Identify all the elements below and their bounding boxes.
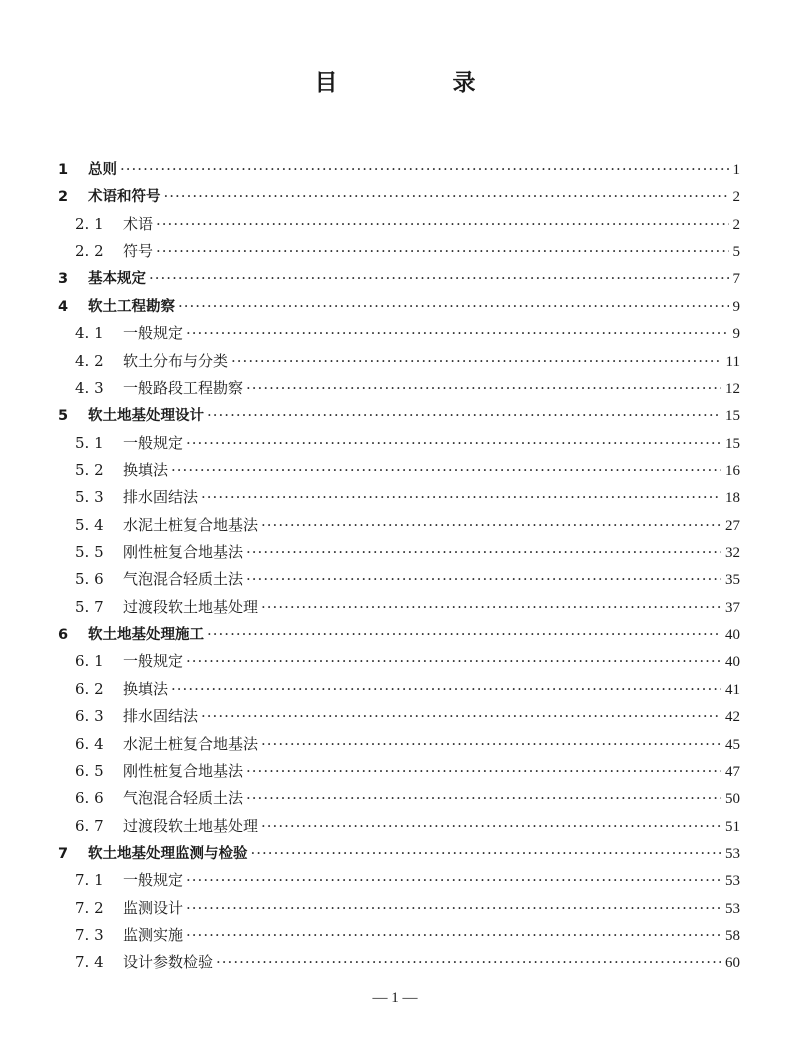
- toc-section-entry: [58, 320, 740, 347]
- toc-entry-number: 6. 6: [75, 789, 104, 808]
- toc-chapter-entry: [58, 265, 740, 292]
- toc-entry-number: 5. 2: [75, 460, 104, 479]
- toc-entry-number: 4. 3: [75, 378, 104, 397]
- toc-section-entry: [58, 731, 740, 758]
- toc-entry-page-number: 45: [725, 736, 740, 753]
- dot-leader: [201, 484, 721, 511]
- dot-leader: [149, 265, 729, 292]
- toc-entry-title: 排水固结法: [123, 707, 199, 726]
- dot-leader: [186, 867, 721, 894]
- toc-entry-title: 软土地基处理设计: [88, 408, 204, 425]
- dot-leader: [261, 512, 721, 539]
- toc-section-entry: [58, 785, 740, 812]
- dot-leader: [186, 430, 721, 457]
- toc-entry-title: 监测设计: [123, 898, 184, 917]
- toc-entry-number: 7. 2: [75, 898, 104, 917]
- toc-entry-title: 软土工程勘察: [88, 298, 175, 315]
- toc-section-entry: [58, 348, 740, 375]
- toc-section-entry: [58, 813, 740, 840]
- page-number: — 1 —: [372, 990, 418, 1006]
- toc-entry-number: 7. 3: [75, 926, 104, 945]
- toc-entry-page-number: 53: [725, 845, 740, 862]
- dot-leader: [251, 840, 722, 867]
- toc-section-entry: [58, 484, 740, 511]
- dot-leader: [246, 566, 721, 593]
- dot-leader: [216, 949, 721, 976]
- toc-entry-page-number: 53: [725, 900, 740, 917]
- toc-entry-page-number: 11: [725, 353, 740, 370]
- dot-leader: [156, 211, 728, 238]
- toc-entry-title: 气泡混合轻质土法: [123, 789, 244, 808]
- toc-chapter-entry: [58, 402, 740, 429]
- dot-leader: [261, 594, 721, 621]
- toc-entry-title: 基本规定: [88, 271, 146, 288]
- toc-entry-title: 术语和符号: [88, 189, 161, 206]
- toc-entry-number: 5. 6: [75, 570, 104, 589]
- toc-entry-page-number: 2: [732, 189, 740, 206]
- toc-entry-title: 一般规定: [123, 433, 184, 452]
- toc-entry-title: 刚性桩复合地基法: [123, 543, 244, 562]
- toc-section-entry: [58, 648, 740, 675]
- toc-entry-number: 5: [58, 408, 69, 425]
- dot-leader: [164, 183, 729, 210]
- toc-section-entry: [58, 457, 740, 484]
- toc-entry-title: 设计参数检验: [123, 953, 214, 972]
- toc-section-entry: [58, 895, 740, 922]
- toc-entry-page-number: 7: [732, 271, 740, 288]
- toc-entry-number: 5. 7: [75, 597, 104, 616]
- toc-entry-page-number: 58: [725, 928, 740, 945]
- dot-leader: [171, 676, 721, 703]
- toc-section-entry: [58, 922, 740, 949]
- toc-entry-page-number: 12: [725, 380, 740, 397]
- toc-entry-number: 5. 1: [75, 433, 104, 452]
- dot-leader: [186, 648, 721, 675]
- toc-entry-number: 2: [58, 189, 69, 206]
- toc-entry-number: 4: [58, 298, 69, 315]
- toc-entry-title: 软土分布与分类: [123, 351, 229, 370]
- toc-section-entry: [58, 430, 740, 457]
- dot-leader: [120, 156, 729, 183]
- toc-entry-title: 符号: [123, 242, 154, 261]
- toc-entry-page-number: 9: [732, 298, 740, 315]
- dot-leader: [261, 813, 721, 840]
- toc-entry-title: 一般规定: [123, 871, 184, 890]
- toc-entry-title: 软土地基处理监测与检验: [88, 845, 248, 862]
- toc-entry-page-number: 9: [732, 326, 740, 343]
- dot-leader: [156, 238, 728, 265]
- toc-entry-page-number: 40: [725, 654, 740, 671]
- toc-entry-title: 排水固结法: [123, 488, 199, 507]
- dot-leader: [186, 922, 721, 949]
- toc-chapter-entry: [58, 183, 740, 210]
- toc-entry-title: 监测实施: [123, 926, 184, 945]
- page-title: 目 录: [314, 70, 522, 96]
- toc-entry-page-number: 42: [725, 709, 740, 726]
- dot-leader: [207, 402, 721, 429]
- toc-section-entry: [58, 375, 740, 402]
- toc-entry-number: 6: [58, 627, 69, 644]
- dot-leader: [207, 621, 721, 648]
- toc-entry-page-number: 60: [725, 955, 740, 972]
- toc-entry-number: 5. 5: [75, 543, 104, 562]
- dot-leader: [246, 758, 721, 785]
- toc-entry-title: 术语: [123, 214, 154, 233]
- toc-section-entry: [58, 867, 740, 894]
- toc-section-entry: [58, 758, 740, 785]
- dot-leader: [171, 457, 721, 484]
- toc-entry-title: 换填法: [123, 460, 169, 479]
- toc-entry-page-number: 37: [725, 599, 740, 616]
- toc-section-entry: [58, 594, 740, 621]
- toc-entry-number: 2. 2: [75, 242, 104, 261]
- toc-entry-number: 5. 4: [75, 515, 104, 534]
- dot-leader: [246, 785, 721, 812]
- dot-leader: [246, 375, 721, 402]
- toc-section-entry: [58, 566, 740, 593]
- toc-entry-page-number: 41: [725, 681, 740, 698]
- toc-entry-title: 过渡段软土地基处理: [123, 816, 259, 835]
- toc-entry-number: 7. 4: [75, 953, 104, 972]
- toc-entry-page-number: 15: [725, 408, 740, 425]
- toc-entry-number: 6. 2: [75, 679, 104, 698]
- toc-chapter-entry: [58, 840, 740, 867]
- toc-entry-title: 一般规定: [123, 324, 184, 343]
- toc-section-entry: [58, 703, 740, 730]
- toc-entry-title: 一般规定: [123, 652, 184, 671]
- toc-section-entry: [58, 676, 740, 703]
- dot-leader: [261, 731, 721, 758]
- toc-section-entry: [58, 238, 740, 265]
- toc-entry-number: 4. 1: [75, 324, 104, 343]
- toc-entry-number: 6. 4: [75, 734, 104, 753]
- toc-entry-page-number: 32: [725, 545, 740, 562]
- toc-entry-title: 水泥土桩复合地基法: [123, 515, 259, 534]
- toc-chapter-entry: [58, 293, 740, 320]
- toc-entry-title: 软土地基处理施工: [88, 627, 204, 644]
- toc-entry-number: 6. 7: [75, 816, 104, 835]
- toc-section-entry: [58, 539, 740, 566]
- toc-entry-number: 4. 2: [75, 351, 104, 370]
- toc-section-entry: [58, 512, 740, 539]
- toc-chapter-entry: [58, 621, 740, 648]
- table-of-contents: [58, 156, 740, 977]
- toc-section-entry: [58, 949, 740, 976]
- toc-entry-number: 5. 3: [75, 488, 104, 507]
- toc-entry-page-number: 50: [725, 791, 740, 808]
- toc-entry-page-number: 27: [725, 517, 740, 534]
- toc-entry-title: 水泥土桩复合地基法: [123, 734, 259, 753]
- toc-entry-title: 过渡段软土地基处理: [123, 597, 259, 616]
- toc-entry-page-number: 51: [725, 818, 740, 835]
- toc-entry-page-number: 15: [725, 435, 740, 452]
- dot-leader: [186, 895, 721, 922]
- toc-entry-page-number: 40: [725, 627, 740, 644]
- toc-entry-number: 7: [58, 845, 69, 862]
- dot-leader: [231, 348, 722, 375]
- toc-entry-number: 2. 1: [75, 214, 104, 233]
- toc-entry-page-number: 47: [725, 763, 740, 780]
- toc-entry-page-number: 16: [725, 462, 740, 479]
- toc-entry-title: 刚性桩复合地基法: [123, 761, 244, 780]
- toc-entry-number: 7. 1: [75, 871, 104, 890]
- toc-entry-page-number: 1: [732, 162, 740, 178]
- toc-chapter-entry: [58, 156, 740, 183]
- toc-entry-page-number: 5: [732, 244, 740, 261]
- toc-entry-title: 换填法: [123, 679, 169, 698]
- toc-entry-number: 6. 3: [75, 707, 104, 726]
- toc-entry-number: 6. 1: [75, 652, 104, 671]
- toc-entry-number: 1: [58, 162, 69, 178]
- dot-leader: [178, 293, 729, 320]
- dot-leader: [246, 539, 721, 566]
- toc-entry-page-number: 53: [725, 873, 740, 890]
- toc-entry-title: 一般路段工程勘察: [123, 378, 244, 397]
- toc-entry-number: 6. 5: [75, 761, 104, 780]
- toc-entry-title: 总则: [88, 162, 117, 178]
- toc-entry-page-number: 2: [732, 216, 740, 233]
- toc-entry-page-number: 18: [725, 490, 740, 507]
- toc-entry-title: 气泡混合轻质土法: [123, 570, 244, 589]
- toc-entry-number: 3: [58, 271, 69, 288]
- dot-leader: [186, 320, 728, 347]
- toc-entry-page-number: 35: [725, 572, 740, 589]
- toc-section-entry: [58, 211, 740, 238]
- dot-leader: [201, 703, 721, 730]
